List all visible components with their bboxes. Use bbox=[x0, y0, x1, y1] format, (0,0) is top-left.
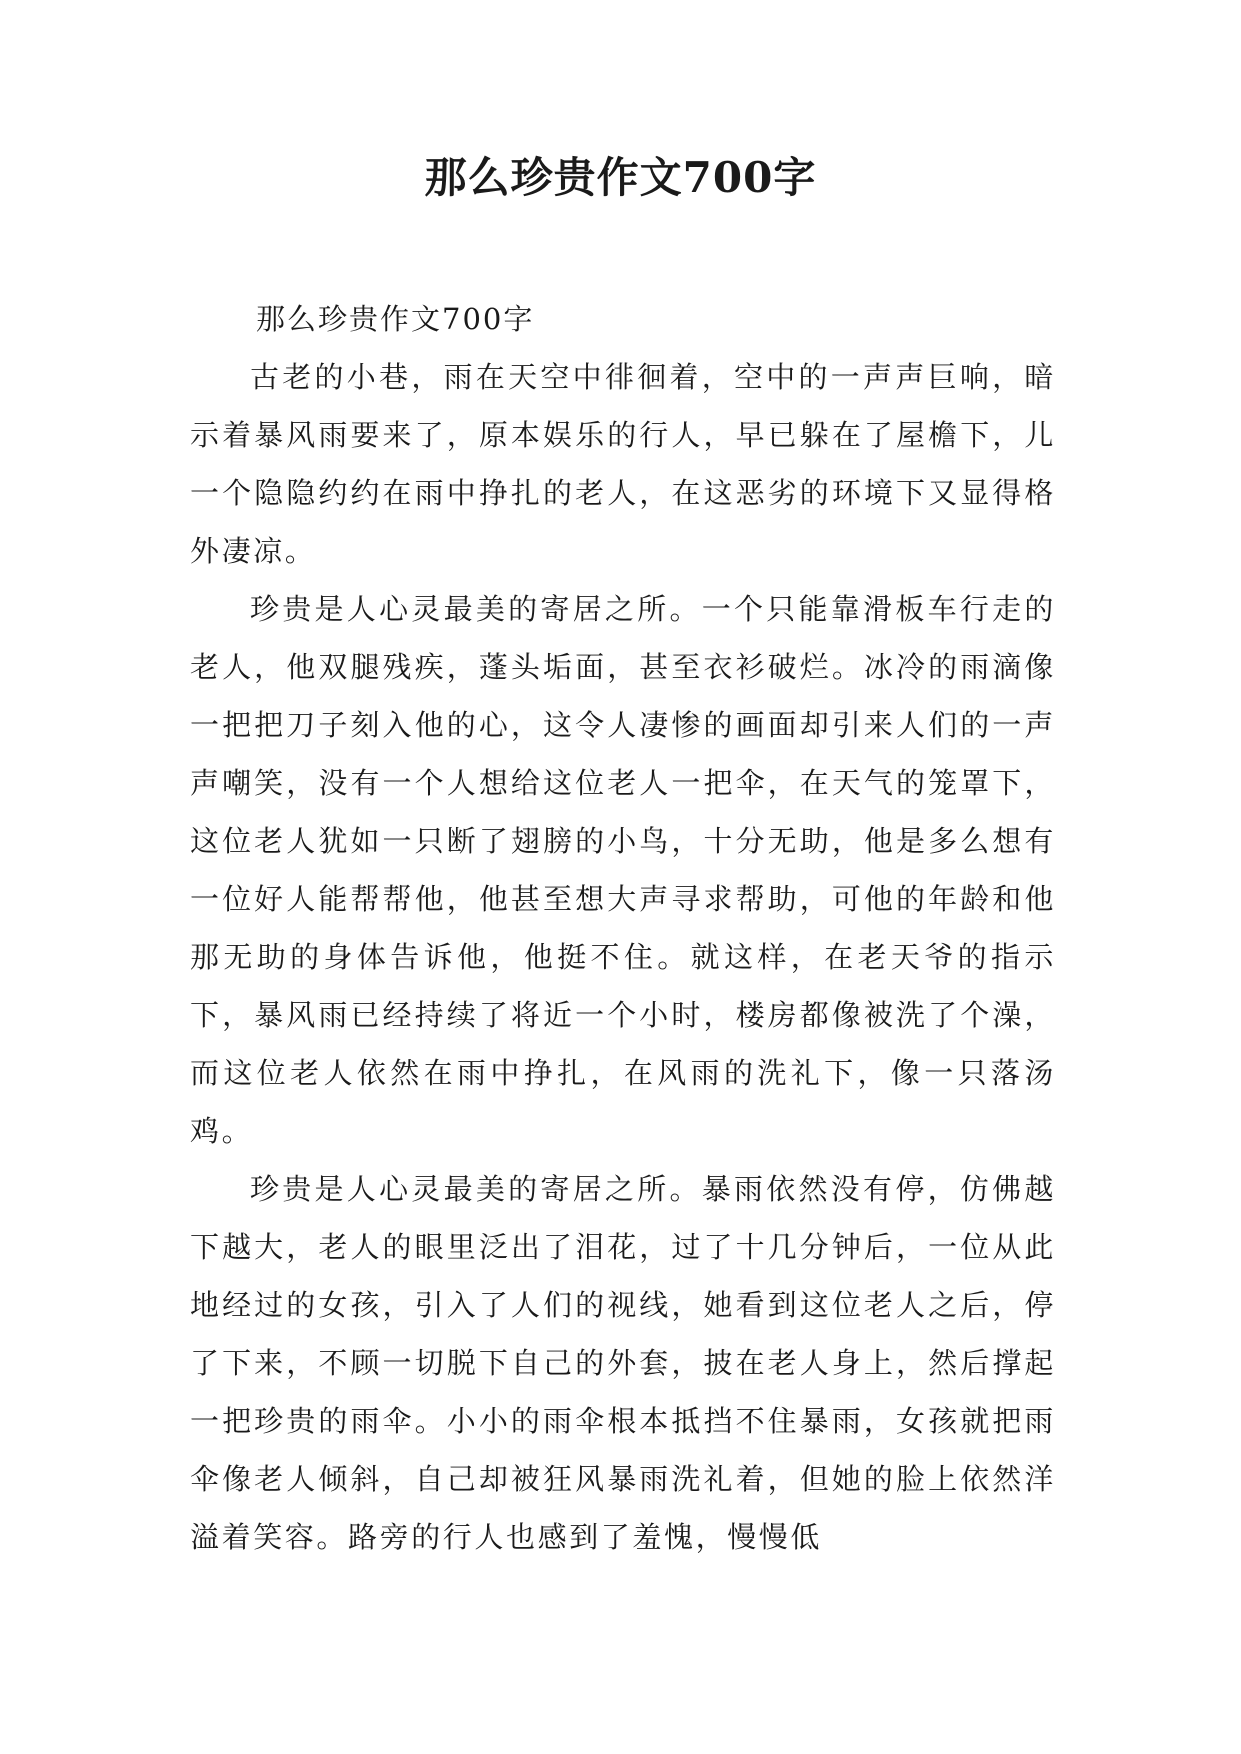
paragraph-2: 珍贵是人心灵最美的寄居之所。一个只能靠滑板车行走的老人，他双腿残疾，蓬头垢面，甚至衣衫破烂。冰冷的雨滴像一把把刀子刻入他的心，这令人凄惨的画面却引来人们的一声声嘲笑，没有一个人想给这位老人一把伞，在天气的笼罩下，这位老人犹如一只断了翅膀的小鸟，十分无助，他是多么想有一位好人能帮帮他，他甚至想大声寻求帮助，可他的年龄和他那无助的身体告诉他，他挺不住。就这样，在老天爷的指示下，暴风雨已经持续了将近一个小时，楼房都像被洗了个澡，而这位老人依然在雨中挣扎，在风雨的洗礼下，像一只落汤鸡。 bbox=[190, 592, 1056, 1148]
paragraph-1: 古老的小巷，雨在天空中徘徊着，空中的一声声巨响，暗示着暴风雨要来了，原本娱乐的行人，早已躲在了屋檐下，儿一个隐隐约约在雨中挣扎的老人，在这恶劣的环境下又显得格外凄凉。 bbox=[190, 360, 1056, 568]
document-subtitle: 那么珍贵作文700字 bbox=[256, 302, 535, 336]
paragraph-3: 珍贵是人心灵最美的寄居之所。暴雨依然没有停，仿佛越下越大，老人的眼里泛出了泪花，过了十几分钟后，一位从此地经过的女孩，引入了人们的视线，她看到这位老人之后，停了下来，不顾一切脱下自己的外套，披在老人身上，然后撑起一把珍贵的雨伞。小小的雨伞根本抵挡不住暴雨，女孩就把雨伞像老人倾斜，自己却被狂风暴雨洗礼着，但她的脸上依然洋溢着笑容。路旁的行人也感到了羞愧，慢慢低 bbox=[190, 1172, 1056, 1554]
document-title: 那么珍贵作文700字 bbox=[424, 153, 817, 202]
document-body bbox=[190, 290, 1056, 1566]
